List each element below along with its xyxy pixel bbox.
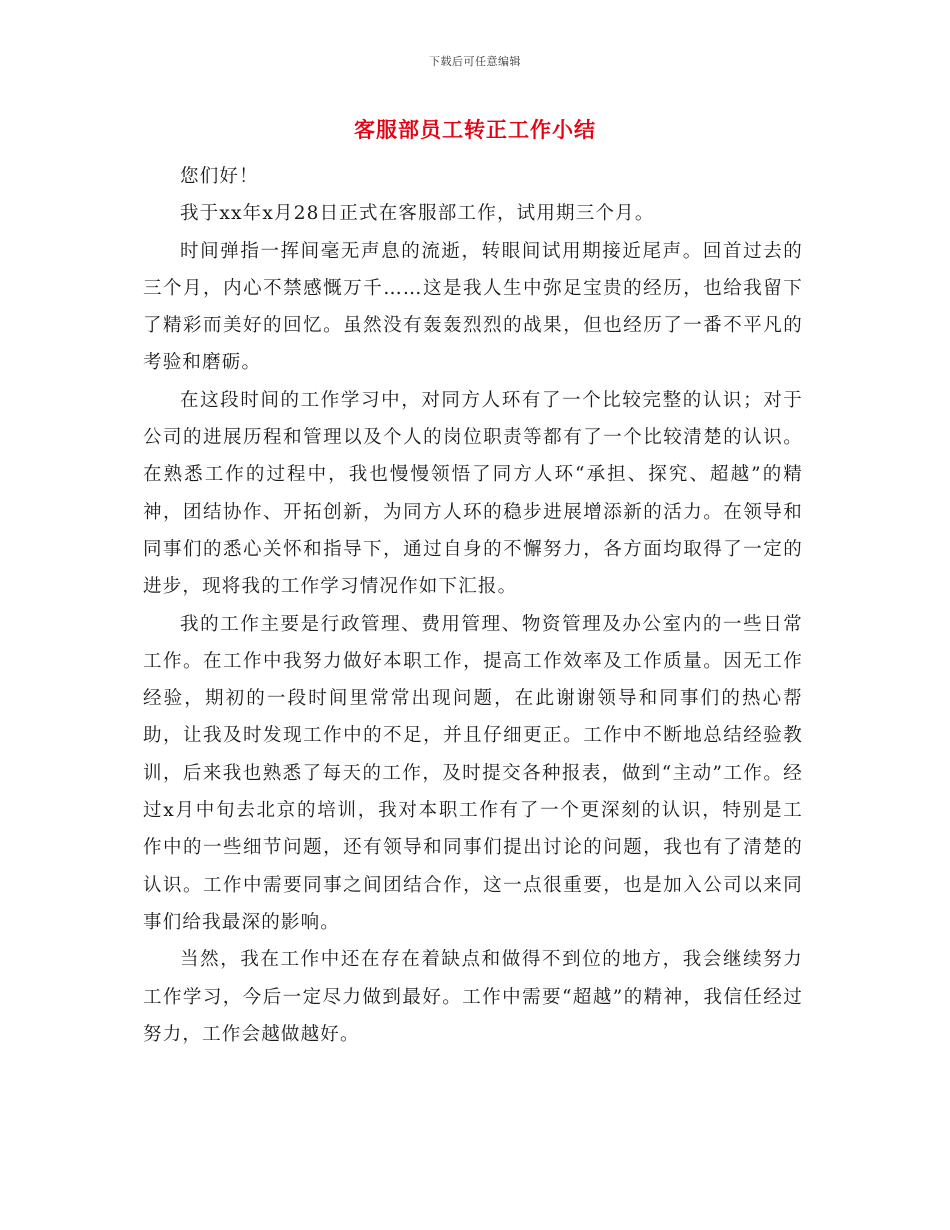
paragraph-work-duties: 我的工作主要是行政管理、费用管理、物资管理及办公室内的一些日常工作。在工作中我努力做好本职工作，提高工作效率及工作质量。因无工作经验，期初的一段时间里常常出现问题，在此谢谢领导和同事们的热心帮助，让我及时发现工作中的不足，并且仔细更正。工作中不断地总结经验教训，后来我也熟悉了每天的工作，及时提交各种报表，做到“主动”工作。经过x月中旬去北京的培训，我对本职工作有了一个更深刻的认识，特别是工作中的一些细节问题，还有领导和同事们提出讨论的问题，我也有了清楚的认识。工作中需要同事之间团结合作，这一点很重要，也是加入公司以来同事们给我最深的影响。 bbox=[143, 613, 803, 933]
document-body bbox=[143, 158, 803, 1053]
paragraph-conclusion: 当然，我在工作中还在存在着缺点和做得不到位的地方，我会继续努力工作学习，今后一定尽力做到最好。工作中需要“超越”的精神，我信任经过努力，工作会越做越好。 bbox=[143, 949, 803, 1045]
document-title: 客服部员工转正工作小结 bbox=[354, 117, 596, 142]
paragraph-reflection: 时间弹指一挥间毫无声息的流逝，转眼间试用期接近尾声。回首过去的三个月，内心不禁感慨万千……这是我人生中弥足宝贵的经历，也给我留下了精彩而美好的回忆。虽然没有轰轰烈烈的战果，但也经历了一番不平凡的考验和磨砺。 bbox=[143, 240, 803, 374]
header-note: 下载后可任意编辑 bbox=[429, 55, 521, 68]
paragraph-start-date: 我于xx年x月28日正式在客服部工作，试用期三个月。 bbox=[180, 203, 655, 225]
paragraph-greeting: 您们好！ bbox=[180, 166, 259, 187]
paragraph-understanding: 在这段时间的工作学习中，对同方人环有了一个比较完整的认识；对于公司的进展历程和管理以及个人的岗位职责等都有了一个比较清楚的认识。在熟悉工作的过程中，我也慢慢领悟了同方人环“承担、探究、超越”的精神，团结协作、开拓创新，为同方人环的稳步进展增添新的活力。在领导和同事们的悉心关怀和指导下，通过自身的不懈努力，各方面均取得了一定的进步，现将我的工作学习情况作如下汇报。 bbox=[143, 389, 803, 598]
